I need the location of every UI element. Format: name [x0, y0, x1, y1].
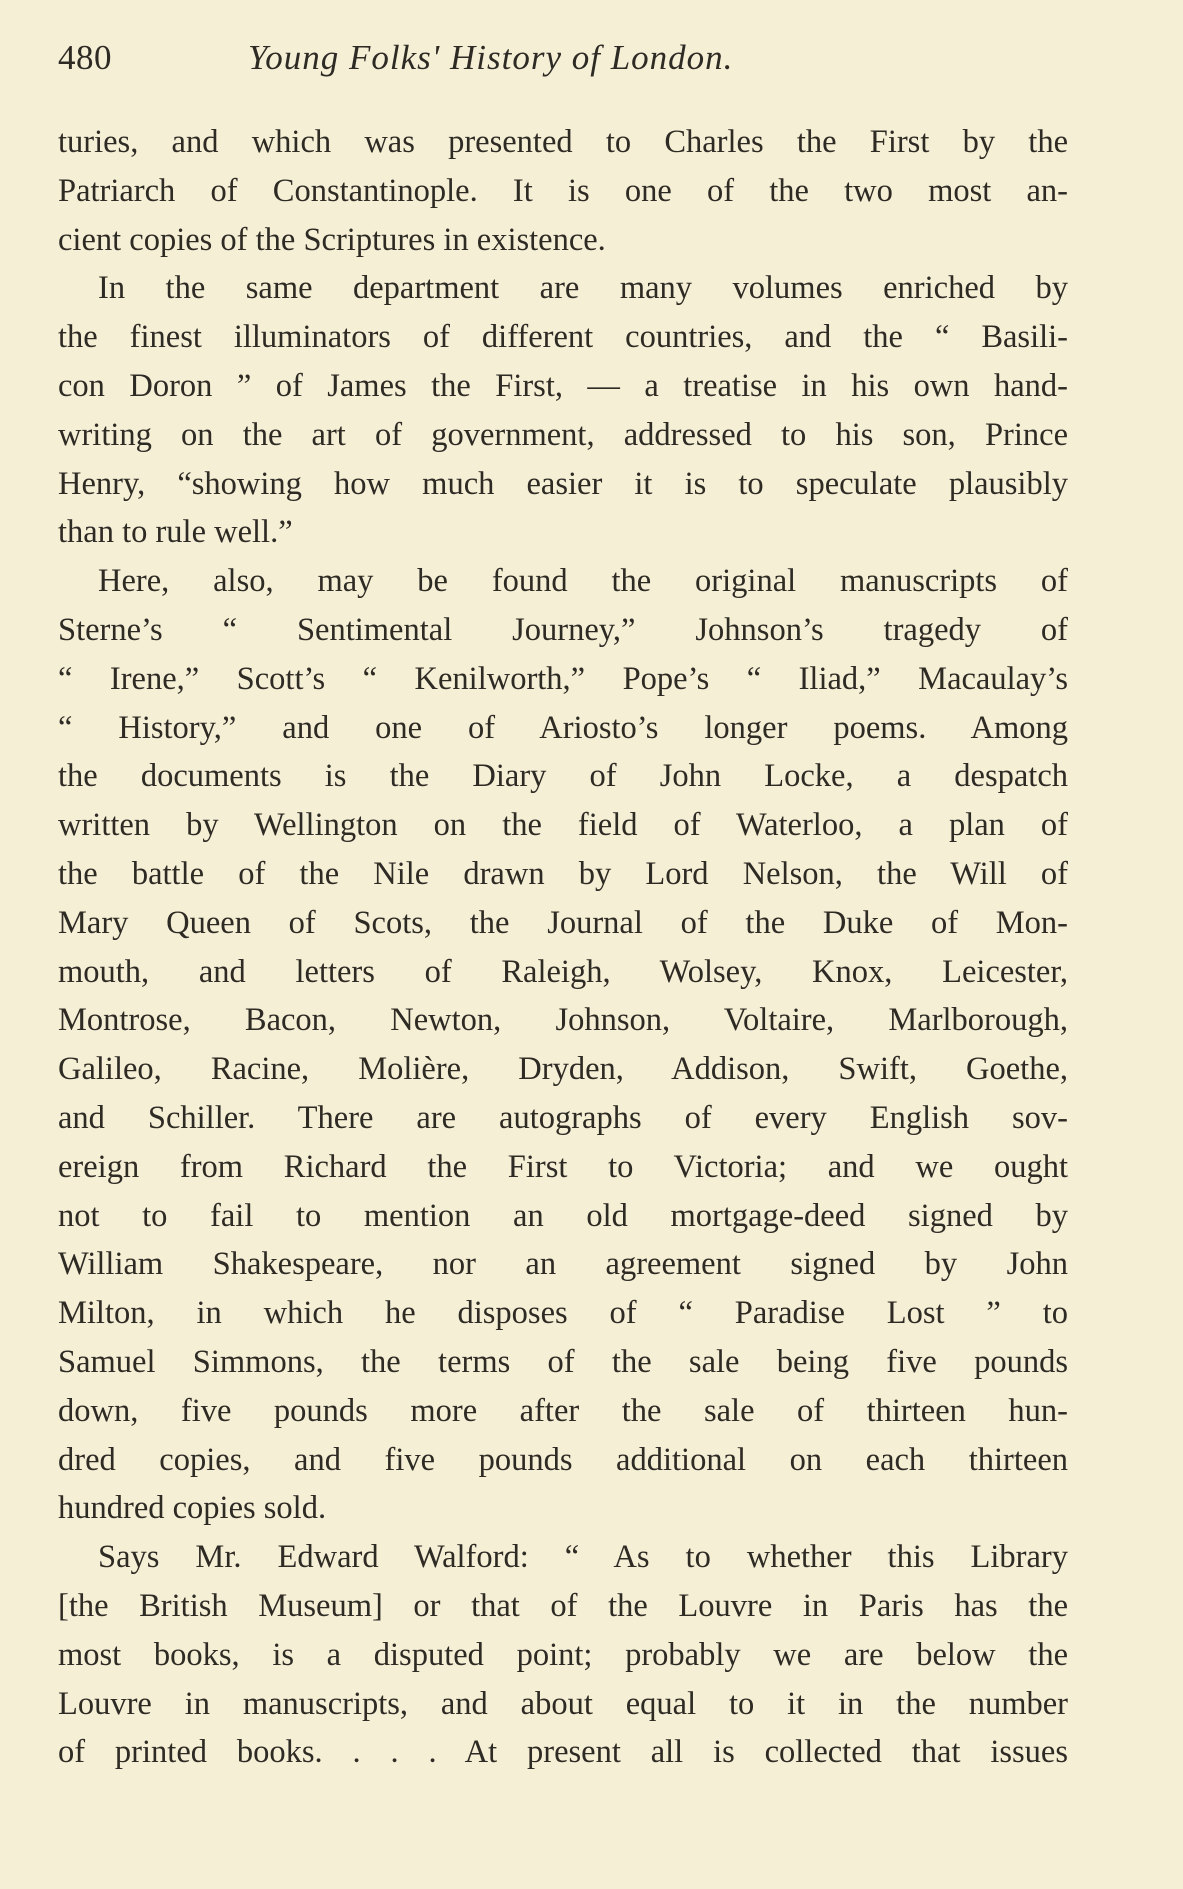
text-line: of printed books. . . . At present all is collected that issues [58, 1734, 1068, 1771]
text-line: Says Mr. Edward Walford: “ As to whether this Library [98, 1539, 1068, 1576]
text-line: [the British Museum] or that of the Louvre in Paris has the [58, 1587, 1068, 1624]
text-line: ereign from Richard the First to Victoria; and we ought [58, 1148, 1068, 1185]
text-line: mouth, and letters of Raleigh, Wolsey, Knox, Leicester, [58, 953, 1068, 990]
paragraph [58, 264, 1068, 557]
text-line: Montrose, Bacon, Newton, Johnson, Voltaire, Marlborough, [58, 1002, 1068, 1039]
text-line: not to fail to mention an old mortgage-deed signed by [58, 1197, 1068, 1234]
text-line: cient copies of the Scriptures in existence. [58, 221, 606, 258]
body-text [58, 118, 1068, 1777]
text-line: In the same department are many volumes enriched by [98, 270, 1068, 307]
text-line: con Doron ” of James the First, — a treatise in his own hand- [58, 367, 1068, 404]
text-line: William Shakespeare, nor an agreement signed by John [58, 1246, 1068, 1283]
text-line: the finest illuminators of different countries, and the “ Basili- [58, 319, 1068, 356]
text-line: Here, also, may be found the original manuscripts of [98, 563, 1068, 600]
text-line: hundred copies sold. [58, 1490, 327, 1527]
text-line: Patriarch of Constantinople. It is one of the two most an- [58, 172, 1068, 209]
paragraph [58, 1533, 1068, 1777]
text-line: dred copies, and five pounds additional on each thirteen [58, 1441, 1068, 1478]
text-line: than to rule well.” [58, 514, 293, 551]
text-line: written by Wellington on the field of Waterloo, a plan of [58, 807, 1068, 844]
text-line: “ Irene,” Scott’s “ Kenilworth,” Pope’s “ Iliad,” Macaulay’s [58, 660, 1068, 697]
book-title: Young Folks' History of London. [248, 38, 734, 77]
paragraph [58, 557, 1068, 1533]
text-line: Galileo, Racine, Molière, Dryden, Addison, Swift, Goethe, [58, 1051, 1068, 1088]
text-line: most books, is a disputed point; probably we are below the [58, 1636, 1068, 1673]
running-head [58, 28, 1068, 88]
page-number: 480 [58, 38, 112, 77]
text-line: Louvre in manuscripts, and about equal to it in the number [58, 1685, 1068, 1722]
text-line: down, five pounds more after the sale of thirteen hun- [58, 1392, 1068, 1429]
text-line: the battle of the Nile drawn by Lord Nelson, the Will of [58, 855, 1068, 892]
text-line: turies, and which was presented to Charles the First by the [58, 124, 1068, 160]
text-line: “ History,” and one of Ariosto’s longer poems. Among [58, 709, 1068, 746]
text-line: and Schiller. There are autographs of every English sov- [58, 1099, 1068, 1136]
text-line: Milton, in which he disposes of “ Paradise Lost ” to [58, 1295, 1068, 1332]
text-line: Henry, “showing how much easier it is to speculate plausibly [58, 465, 1068, 502]
text-line: Samuel Simmons, the terms of the sale being five pounds [58, 1343, 1068, 1380]
text-line: writing on the art of government, addressed to his son, Prince [58, 416, 1068, 453]
text-line: Mary Queen of Scots, the Journal of the Duke of Mon- [58, 904, 1068, 941]
paragraph [58, 118, 1068, 264]
text-line: the documents is the Diary of John Locke, a despatch [58, 758, 1068, 795]
text-line: Sterne’s “ Sentimental Journey,” Johnson’s tragedy of [58, 611, 1068, 648]
